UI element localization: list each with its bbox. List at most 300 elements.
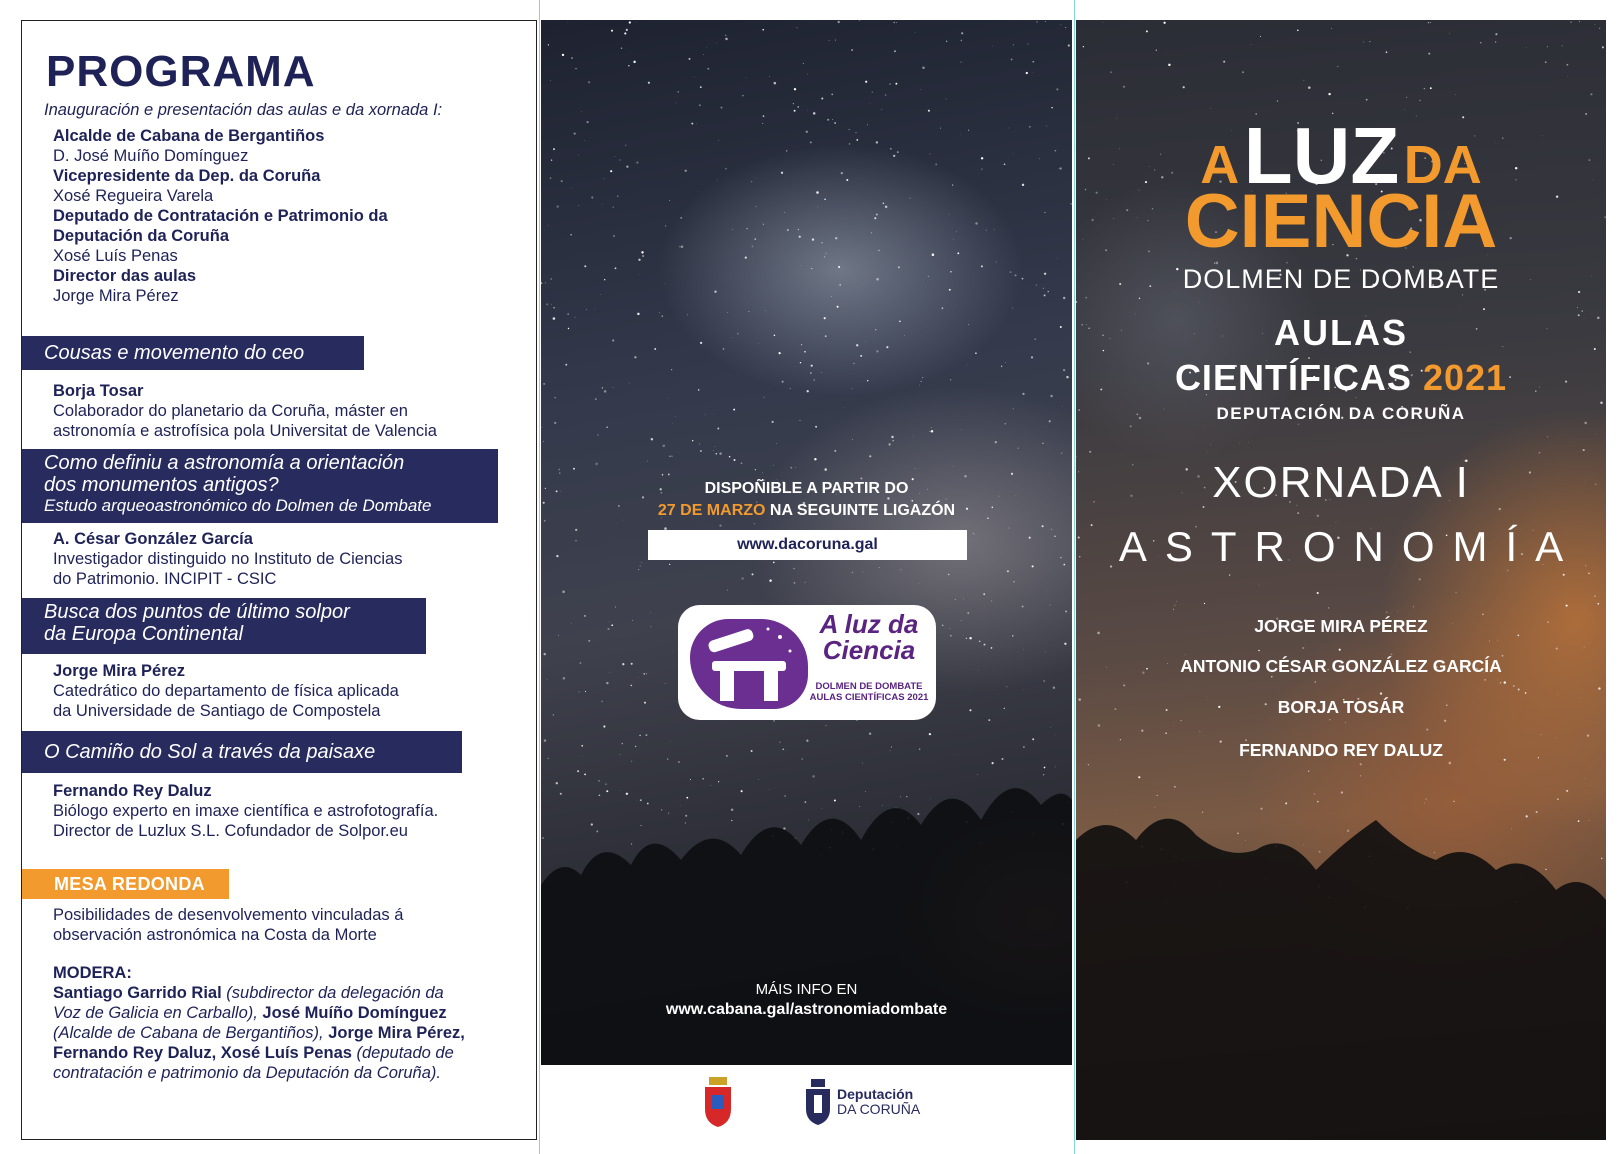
star [786, 150, 787, 151]
star [669, 564, 670, 565]
participant-role: Voz de Galicia en Carballo), [53, 1004, 258, 1022]
star [837, 306, 839, 308]
star [876, 213, 878, 215]
star [603, 725, 605, 727]
star [1123, 86, 1125, 88]
star [1055, 150, 1057, 152]
star [1065, 27, 1066, 28]
star [797, 106, 798, 107]
star [613, 207, 614, 208]
star [547, 679, 548, 680]
star [587, 121, 589, 123]
year: 2021 [1422, 357, 1508, 398]
star [782, 381, 784, 383]
star [541, 282, 542, 284]
star [741, 577, 743, 579]
star [553, 307, 555, 309]
star [754, 523, 755, 524]
star [1449, 762, 1452, 765]
star [1386, 611, 1387, 612]
star [1200, 731, 1201, 732]
star [622, 743, 623, 744]
session-speaker: A. César González García [53, 530, 253, 548]
star [1199, 302, 1200, 303]
session-title: da Europa Continental [44, 623, 244, 645]
star [1369, 41, 1370, 42]
star [714, 290, 716, 292]
star [807, 74, 808, 75]
star [1042, 525, 1044, 527]
star [794, 88, 796, 90]
star [1045, 652, 1046, 653]
star [584, 265, 586, 267]
star [688, 58, 690, 60]
star [795, 467, 796, 468]
star [807, 390, 809, 392]
star [741, 462, 743, 464]
star [953, 466, 954, 467]
star [814, 458, 816, 460]
star [975, 352, 977, 354]
star [755, 469, 756, 470]
star [1044, 273, 1046, 275]
star [555, 397, 556, 398]
star [841, 172, 843, 174]
star [996, 262, 997, 263]
star [1066, 376, 1069, 379]
star [810, 141, 812, 143]
star [1210, 445, 1211, 446]
star [661, 315, 663, 317]
star [715, 446, 716, 447]
star [678, 761, 680, 763]
star [794, 582, 796, 584]
star [1210, 109, 1211, 110]
star [579, 662, 581, 664]
star [575, 529, 577, 531]
star [885, 206, 888, 209]
star [1165, 53, 1166, 54]
star [632, 620, 633, 621]
star [606, 426, 608, 428]
star [979, 641, 981, 643]
star [645, 734, 647, 736]
star [553, 148, 555, 150]
star [851, 49, 853, 51]
star [1579, 21, 1580, 22]
star [591, 196, 593, 198]
star [700, 450, 702, 452]
star [1498, 640, 1499, 641]
star [1035, 339, 1036, 340]
star [891, 436, 893, 438]
star [1043, 680, 1045, 682]
star [732, 229, 733, 230]
star [579, 692, 580, 693]
star [878, 250, 879, 251]
star [1048, 291, 1049, 292]
star [548, 44, 549, 45]
star [754, 238, 756, 240]
star [554, 422, 556, 424]
star [638, 678, 639, 679]
star [1444, 720, 1446, 722]
star [763, 397, 764, 398]
star [837, 21, 839, 23]
star [813, 379, 815, 381]
star [1004, 163, 1006, 165]
star [874, 217, 876, 219]
star [613, 387, 614, 388]
star [1599, 28, 1600, 29]
star [1012, 308, 1013, 309]
star [1076, 456, 1077, 457]
star [600, 294, 601, 295]
star [1098, 724, 1101, 727]
round-table-desc: Posibilidades de desenvolvemento vinculadas á [53, 906, 404, 924]
star [919, 385, 920, 386]
star [813, 112, 816, 115]
star [628, 65, 629, 66]
star [1341, 791, 1343, 793]
main-title-line2: CIENCIA [1184, 179, 1498, 264]
star [1397, 611, 1398, 612]
star [969, 637, 971, 639]
star [751, 573, 753, 575]
star [769, 579, 772, 582]
star [578, 155, 579, 156]
star [725, 35, 726, 36]
star [1558, 695, 1559, 696]
star [609, 621, 610, 622]
star [619, 160, 620, 161]
star [1567, 64, 1569, 66]
star [1302, 647, 1304, 649]
star [609, 672, 610, 673]
star [1102, 22, 1103, 23]
website-link[interactable]: www.dacoruna.gal [648, 530, 967, 560]
star [551, 159, 552, 160]
star [919, 749, 920, 750]
title-word: LUZ [1243, 111, 1400, 200]
star [571, 187, 572, 188]
star [829, 40, 830, 41]
star [615, 267, 617, 269]
star [961, 32, 963, 34]
star [629, 21, 631, 23]
star [582, 756, 583, 757]
star [1013, 153, 1014, 154]
star [558, 635, 559, 636]
star [1163, 22, 1165, 24]
star [1176, 601, 1177, 602]
star [762, 29, 764, 31]
star [561, 180, 563, 182]
star [638, 569, 639, 570]
star [1583, 449, 1585, 451]
star [890, 750, 891, 751]
star [1053, 686, 1055, 688]
star [838, 266, 840, 268]
session-title: O Camiño do Sol a través da paisaxe [44, 741, 376, 763]
star [597, 434, 598, 435]
star [745, 256, 747, 258]
star [815, 426, 817, 428]
star [862, 763, 863, 764]
session-title: Cousas e movemento do ceo [44, 342, 305, 364]
official-role: Alcalde de Cabana de Bergantiños [53, 127, 325, 145]
star [671, 741, 672, 742]
star [824, 256, 825, 257]
session-title-band [22, 731, 462, 773]
star [1570, 21, 1571, 22]
star [921, 89, 922, 90]
program-intro: Inauguración e presentación das aulas e da xornada I: [44, 101, 443, 119]
star [557, 205, 559, 207]
star [811, 268, 812, 269]
star [718, 140, 719, 141]
star [675, 416, 676, 417]
star [1057, 258, 1058, 259]
star [772, 421, 774, 423]
star [773, 562, 775, 564]
star [696, 123, 697, 124]
star [983, 593, 985, 595]
star [1168, 64, 1170, 66]
star [568, 328, 569, 329]
star [633, 61, 635, 63]
star [853, 363, 854, 364]
star [1173, 725, 1174, 726]
logo-subtitle-line: AULAS CIENTÍFICAS 2021 [809, 692, 929, 703]
star [1174, 605, 1175, 606]
program-title: PROGRAMA [46, 47, 316, 96]
star [1480, 42, 1481, 43]
star [545, 283, 546, 284]
logo-title [806, 611, 932, 663]
aulas-heading: AULAS [1274, 312, 1408, 353]
star [1089, 451, 1091, 453]
star [1251, 44, 1252, 45]
deputacion-crest-icon [803, 1079, 833, 1125]
star [663, 445, 666, 448]
star [984, 644, 986, 646]
star [719, 524, 721, 526]
star [565, 364, 567, 366]
star [630, 685, 632, 687]
star [1017, 447, 1018, 448]
availability-date: 27 DE MARZO [657, 502, 766, 519]
star [551, 304, 552, 305]
star [725, 168, 727, 170]
star [826, 253, 827, 254]
star [571, 57, 573, 59]
star [793, 103, 794, 104]
star [1022, 605, 1024, 607]
star [737, 333, 739, 335]
star [783, 724, 784, 725]
star [584, 140, 585, 141]
star [957, 754, 958, 755]
star [832, 119, 833, 120]
star [779, 352, 781, 354]
star [867, 380, 868, 381]
star [543, 441, 544, 442]
star [719, 452, 721, 454]
star [1258, 650, 1260, 652]
star [1031, 356, 1033, 358]
star [765, 310, 766, 311]
star [966, 638, 967, 639]
star [950, 379, 951, 380]
star [603, 178, 604, 179]
official-name: Xosé Luís Penas [53, 247, 178, 265]
star [1584, 647, 1585, 648]
star [672, 650, 673, 651]
star [1022, 393, 1024, 395]
star [949, 289, 951, 291]
star [888, 443, 890, 445]
star [626, 29, 628, 31]
star [559, 473, 560, 474]
star [578, 205, 579, 206]
official-name: Xosé Regueira Varela [53, 187, 214, 205]
star [1023, 746, 1025, 748]
star [793, 568, 795, 570]
star [950, 271, 952, 273]
star [986, 230, 987, 231]
star [607, 628, 609, 630]
star [824, 468, 827, 471]
star [550, 81, 551, 82]
more-info-link[interactable]: www.cabana.gal/astronomiadombate [665, 1001, 948, 1018]
star [894, 50, 896, 52]
star [727, 590, 728, 591]
star [1014, 274, 1016, 276]
star [568, 314, 569, 315]
star [678, 91, 679, 92]
official-name: D. José Muíño Domínguez [53, 147, 249, 165]
deputacion-logo-line: Deputación [837, 1086, 914, 1102]
session-speaker: Borja Tosar [53, 382, 144, 400]
star [963, 599, 964, 600]
star [1455, 94, 1456, 95]
participants-line [53, 1023, 465, 1043]
star [647, 461, 648, 462]
star [669, 200, 670, 201]
star [691, 123, 693, 125]
star [1259, 585, 1260, 586]
session-speaker: Jorge Mira Pérez [53, 662, 186, 680]
star [611, 30, 613, 32]
star [1562, 45, 1563, 46]
star [1011, 58, 1013, 60]
star [922, 377, 923, 378]
star [865, 341, 866, 342]
star [856, 344, 858, 346]
sponsor-footer [541, 1065, 1072, 1140]
session-desc: do Patrimonio. INCIPIT - CSIC [53, 570, 277, 588]
star [915, 468, 916, 469]
star [1391, 654, 1393, 656]
star [1032, 565, 1034, 567]
star [816, 191, 819, 194]
star [1406, 97, 1407, 98]
star [1223, 61, 1225, 63]
star [1598, 687, 1600, 689]
star [611, 624, 613, 626]
star [818, 207, 819, 208]
star [1456, 592, 1457, 593]
session-desc: Colaborador do planetario da Coruña, máster en [53, 402, 408, 420]
star [1539, 452, 1541, 454]
star [869, 455, 871, 457]
star [1058, 168, 1059, 169]
star [776, 443, 777, 444]
moderator-label: MODERA: [53, 964, 132, 982]
star [1229, 574, 1231, 576]
star [1010, 271, 1012, 273]
star [948, 574, 950, 576]
star [881, 109, 882, 110]
star [1070, 203, 1071, 204]
star [650, 612, 651, 613]
star [650, 626, 651, 627]
event-logo [678, 605, 936, 720]
star [717, 180, 718, 181]
star [849, 143, 851, 145]
star [667, 758, 668, 759]
star [1315, 681, 1316, 682]
star [716, 453, 718, 455]
cientificas-word: CIENTÍFICAS [1174, 357, 1412, 398]
official-role: Deputado de Contratación e Patrimonio da [53, 207, 388, 225]
star [553, 317, 556, 320]
session-title: Busca dos puntos de último solpor [44, 601, 350, 623]
star [891, 747, 892, 748]
star [698, 389, 700, 391]
star [834, 122, 836, 124]
star [602, 204, 603, 205]
star [1449, 33, 1450, 34]
logo-subtitle-line: DOLMEN DE DOMBATE [815, 681, 923, 692]
session-number: XORNADA I [1212, 458, 1470, 507]
star [648, 82, 650, 84]
star [1063, 564, 1065, 566]
star [890, 148, 892, 150]
star [804, 351, 806, 353]
star [751, 750, 753, 752]
star [893, 155, 895, 157]
star [869, 733, 871, 735]
star [897, 151, 899, 153]
star [1566, 605, 1568, 607]
star [805, 582, 806, 583]
star [1239, 443, 1240, 444]
star [1563, 574, 1565, 576]
star [859, 20, 860, 21]
star [563, 677, 566, 680]
star [978, 670, 979, 671]
star [942, 307, 944, 309]
star [752, 246, 754, 248]
star [672, 423, 673, 424]
star [621, 47, 622, 48]
star [1046, 126, 1047, 127]
session-desc: Catedrático do departamento de física aplicada [53, 682, 399, 700]
star [1386, 51, 1388, 53]
star [949, 214, 950, 215]
